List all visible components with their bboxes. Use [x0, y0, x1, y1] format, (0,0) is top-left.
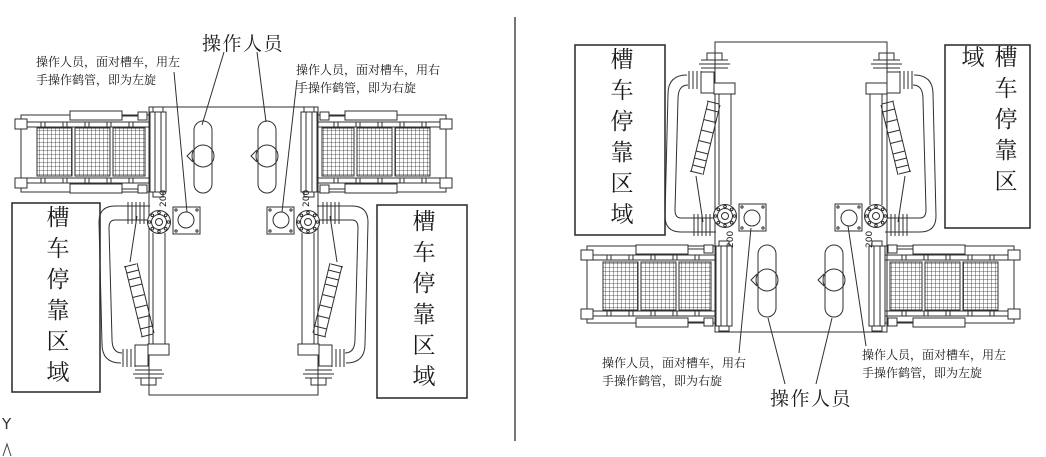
- parking-zone-right: [945, 45, 1030, 228]
- right-rotation-note: [296, 61, 440, 97]
- note-line: 操作人员，面对槽车，用右: [602, 356, 747, 370]
- parking-zone-left: [12, 203, 100, 392]
- note-line: 操作人员，面对槽车，用左: [862, 348, 1007, 362]
- operator-figure: [818, 245, 845, 317]
- operator-label: 操作人员: [202, 33, 285, 55]
- dim-label: 200: [159, 189, 169, 207]
- operator-label: 操作人员: [770, 388, 853, 410]
- parking-zone-left: [575, 45, 665, 235]
- dim-label: 200: [865, 230, 875, 248]
- parking-zone-label: 槽车停靠区域: [42, 204, 69, 391]
- note-line: 手操作鹤管，即为右旋: [296, 81, 417, 95]
- note-line: 操作人员，面对槽车，用右: [296, 63, 441, 77]
- note-line: 手操作鹤管，即为左旋: [862, 366, 983, 380]
- leader-lines: [174, 52, 297, 212]
- operator-figure: [187, 121, 214, 193]
- parking-zone-label: 槽车停靠区域: [408, 208, 435, 395]
- operator-figure: [751, 245, 778, 317]
- dim-label: 200: [302, 189, 312, 207]
- right-rotation-note: [602, 354, 746, 390]
- operator-figure: [251, 121, 278, 193]
- note-line: 手操作鹤管，即为左旋: [36, 73, 157, 87]
- y-axis-label: Y: [2, 415, 12, 433]
- parking-zone-right: [377, 205, 467, 398]
- island-outline: [715, 42, 887, 332]
- left-rotation-note: [862, 346, 1006, 382]
- note-line: 操作人员，面对槽车，用左: [36, 55, 181, 69]
- parking-zone-label: 槽车停靠区域: [606, 47, 633, 233]
- island-outline: [149, 107, 318, 395]
- y-axis-arrow-icon: [3, 444, 11, 456]
- left-rotation-note: [36, 53, 180, 89]
- dim-label: 200: [726, 230, 736, 248]
- parking-zone-label: 槽车停靠区域: [957, 45, 1017, 200]
- note-line: 手操作鹤管，即为右旋: [602, 374, 723, 388]
